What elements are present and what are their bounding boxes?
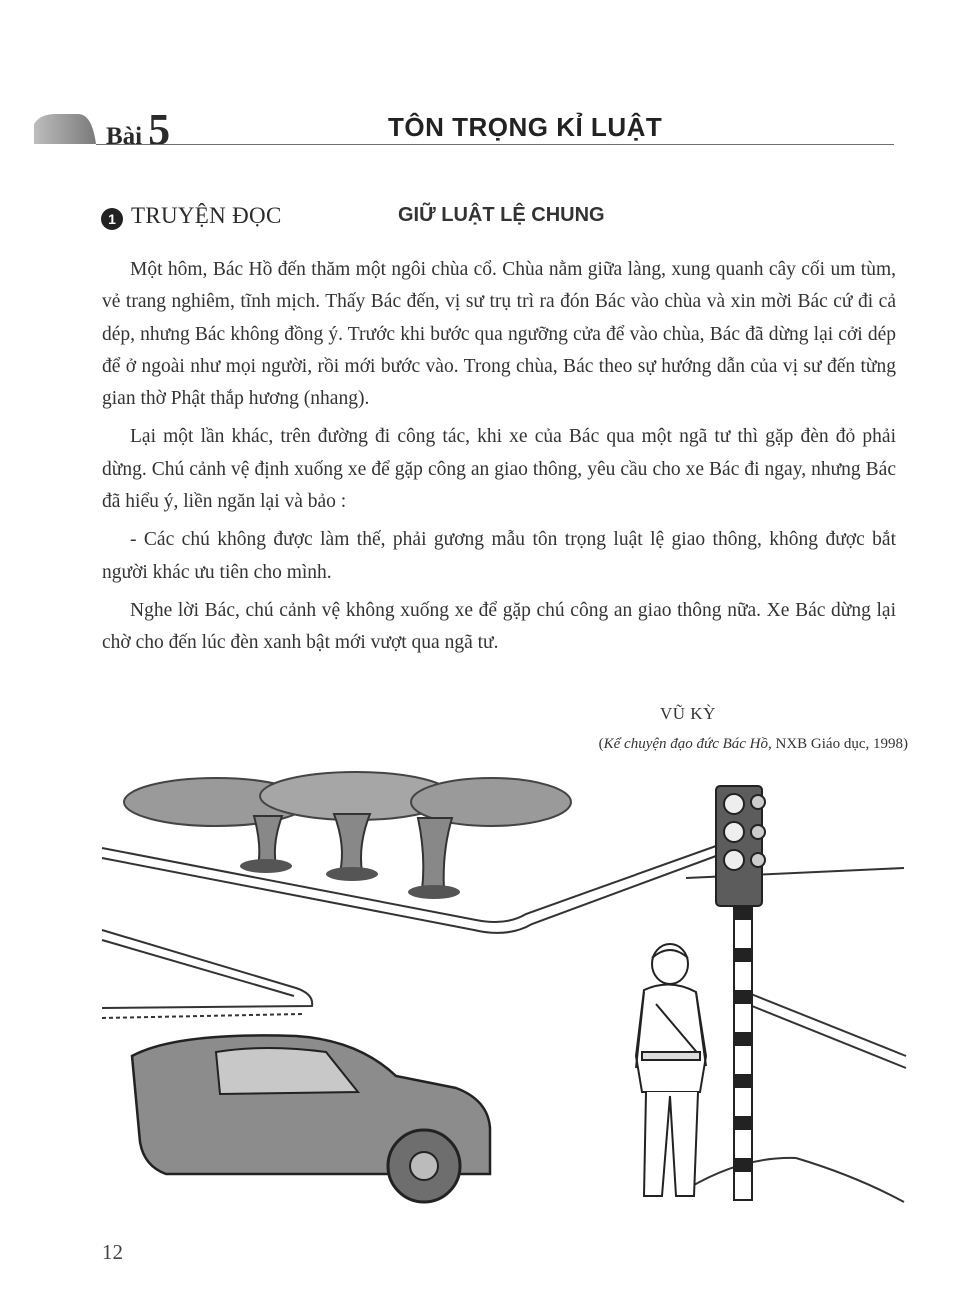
traffic-light [716, 786, 765, 1200]
story-body [102, 254, 896, 666]
section-number-badge: 1 [101, 208, 123, 230]
page-number: 12 [102, 1240, 123, 1264]
header-divider [96, 144, 894, 145]
story-paragraph: - Các chú không được làm thế, phải gương mẫu tôn trọng luật lệ giao thông, không được bắt người khác ưu tiên cho mình. [102, 529, 896, 583]
story-paragraph: Một hôm, Bác Hồ đến thăm một ngôi chùa cổ. Chùa nằm giữa làng, xung quanh cây cối um tùm, vẻ trang nghiêm, tĩnh mịch. Thấy Bác đến, vị sư trụ trì ra đón Bác vào chùa và xin mời Bác cứ đi cả dép, nhưng Bác không đồng ý. Trước khi bước qua ngưỡng cửa để vào chùa, Bác đã dừng lại cởi dép để ở ngoài như mọi người, rồi mới bước vào. Trong chùa, Bác theo sự hướng dẫn của vị sư đến từng gian thờ Phật thắp hương (nhang). [102, 259, 896, 410]
traffic-officer-figure [636, 944, 706, 1196]
section-label: TRUYỆN ĐỌC [131, 203, 282, 228]
lesson-header-tab-graphic [34, 110, 96, 144]
story-author: VŨ KỲ [660, 704, 716, 723]
traffic-intersection-illustration [96, 756, 916, 1206]
tree-group [124, 772, 571, 899]
story-paragraph: Nghe lời Bác, chú cảnh vệ không xuống xe để gặp chú công an giao thông nữa. Xe Bác dừng lại chờ cho đến lúc đèn xanh bật mới vượt qua ngã tư. [102, 599, 896, 654]
story-title: GIỮ LUẬT LỆ CHUNG [398, 204, 605, 226]
source-publisher: , NXB Giáo dục, 1998) [768, 736, 908, 752]
story-source: (Kể chuyện đạo đức Bác Hồ, NXB Giáo dục, 1998) [598, 736, 908, 752]
lesson-word: Bài [106, 123, 143, 150]
lesson-number: 5 [148, 105, 171, 154]
lesson-label [106, 105, 171, 154]
lesson-title: TÔN TRỌNG KỈ LUẬT [388, 112, 663, 142]
car-illustration [132, 1035, 490, 1202]
source-title: Kể chuyện đạo đức Bác Hồ [603, 736, 769, 752]
story-paragraph: Lại một lần khác, trên đường đi công tác, khi xe của Bác qua một ngã tư thì gặp đèn đỏ phải dừng. Chú cảnh vệ định xuống xe để gặp công an giao thông, yêu cầu cho xe Bác đi ngay, nhưng Bác đã hiểu ý, liền ngăn lại và bảo : [102, 426, 896, 513]
